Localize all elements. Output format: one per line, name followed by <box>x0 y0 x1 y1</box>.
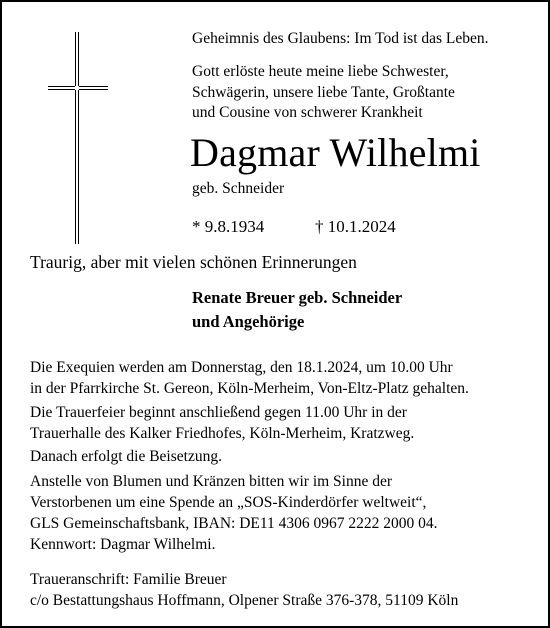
maiden-name: geb. Schneider <box>192 180 285 197</box>
mourners <box>192 286 402 334</box>
paragraph-line: Anstelle von Blumen und Kränzen bitten wir im Sinne der <box>30 473 393 490</box>
deceased-name: Dagmar Wilhelmi <box>190 130 481 175</box>
address-line: Traueranschrift: Familie Breuer <box>30 571 227 588</box>
exequien-paragraph <box>30 357 469 399</box>
cross-icon <box>48 32 108 244</box>
paragraph-line: Kennwort: Dagmar Wilhelmi. <box>30 536 216 553</box>
mourner-line: Renate Breuer geb. Schneider <box>192 288 403 307</box>
intro-line: und Cousine von schwerer Krankheit <box>192 104 423 121</box>
intro-line: Gott erlöste heute meine liebe Schwester, <box>192 63 449 80</box>
paragraph-line: Verstorbenen um eine Spende an „SOS-Kinderdörfer weltweit“, <box>30 494 427 511</box>
trauerfeier-paragraph <box>30 402 414 444</box>
paragraph-line: Trauerhalle des Kalker Friedhofes, Köln-Merheim, Kratzweg. <box>30 425 415 442</box>
paragraph-line: in der Pfarrkirche St. Gereon, Köln-Merheim, Von-Eltz-Platz gehalten. <box>30 380 469 397</box>
paragraph-line: Die Exequien werden am Donnerstag, den 18.1.2024, um 10.00 Uhr <box>30 359 453 376</box>
death-date: † 10.1.2024 <box>315 217 396 236</box>
intro-line: Schwägerin, unsere liebe Tante, Großtante <box>192 83 455 101</box>
mourning-address <box>30 569 458 611</box>
mourning-phrase: Traurig, aber mit vielen schönen Erinnerungen <box>30 252 357 272</box>
mourner-line: und Angehörige <box>192 312 305 331</box>
donation-paragraph <box>30 471 438 555</box>
paragraph-line: GLS Gemeinschaftsbank, IBAN: DE11 4306 0967 2222 2000 04. <box>30 515 438 532</box>
address-line: c/o Bestattungshaus Hoffmann, Olpener Straße 376-378, 51109 Köln <box>30 592 459 609</box>
beisetzung-paragraph: Danach erfolgt die Beisetzung. <box>30 448 222 465</box>
birth-date: * 9.8.1934 <box>192 217 265 236</box>
faith-quote: Geheimnis des Glaubens: Im Tod ist das Leben. <box>192 30 489 47</box>
intro-text <box>192 62 455 124</box>
paragraph-line: Die Trauerfeier beginnt anschließend gegen 11.00 Uhr in der <box>30 404 407 421</box>
